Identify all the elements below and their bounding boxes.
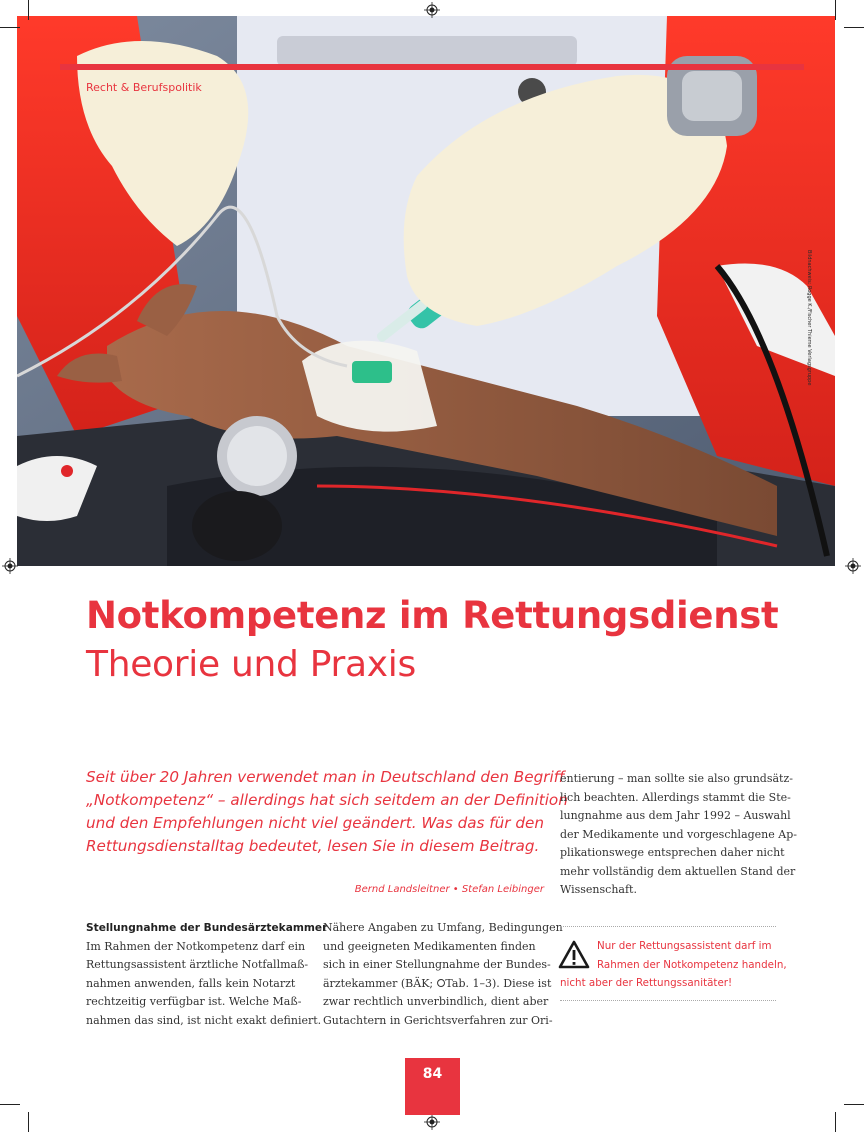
crop-mark <box>28 0 29 20</box>
body-line: nahmen das sind, ist nicht exakt definiert. <box>86 1013 322 1027</box>
article-lead <box>86 766 568 858</box>
body-line: ärztekammer (BÄK; ⭘Tab. 1–3). Diese ist <box>323 976 552 990</box>
body-line: Rettungsassistent ärztliche Notfallmaß- <box>86 958 309 971</box>
note-box <box>560 937 787 993</box>
section-accent-rule <box>60 64 804 70</box>
article-authors: Bernd Landsleitner • Stefan Leibinger <box>354 884 544 895</box>
body-line: sich in einer Stellungnahme der Bundes- <box>323 958 551 971</box>
lead-line: Rettungsdienstalltag bedeutet, lesen Sie in diesem Beitrag. <box>86 837 540 855</box>
body-line: und geeigneten Medikamenten finden <box>323 939 536 953</box>
body-line: Nähere Angaben zu Umfang, Bedingungen <box>323 921 563 934</box>
body-line: Im Rahmen der Notkompetenz darf ein <box>86 939 306 953</box>
body-column-2 <box>323 919 563 1030</box>
crop-mark <box>844 1104 864 1105</box>
header-photo <box>17 16 835 566</box>
crop-mark <box>835 0 836 20</box>
body-line: Wissenschaft. <box>560 883 637 896</box>
note-line: nicht aber der Rettungssanitäter! <box>560 977 733 989</box>
registration-mark-icon <box>424 2 440 18</box>
section-label: Recht & Berufspolitik <box>86 81 202 94</box>
body-line: lungnahme aus dem Jahr 1992 – Auswahl <box>560 809 791 822</box>
body-line: mehr vollständig dem aktuellen Stand der <box>560 864 796 878</box>
note-line: Rahmen der Notkompetenz handeln, <box>597 958 787 971</box>
body-line: plikationswege entsprechen daher nicht <box>560 846 785 859</box>
body-line: der Medikamente und vorgeschlagene Ap- <box>560 827 797 841</box>
iv-access-illustration <box>17 16 835 566</box>
crop-mark <box>0 27 20 28</box>
crop-mark <box>844 27 864 28</box>
note-divider-bottom <box>560 1000 776 1001</box>
crop-mark <box>28 1112 29 1132</box>
article-subtitle: Theorie und Praxis <box>86 644 416 685</box>
lead-line: Seit über 20 Jahren verwendet man in Deutschland den Begriff <box>86 768 565 786</box>
body-column-3 <box>560 770 797 900</box>
body-line: lich beachten. Allerdings stammt die Ste- <box>560 790 791 804</box>
body-line: rechtzeitig verfügbar ist. Welche Maß- <box>86 995 302 1008</box>
lead-line: und den Empfehlungen nicht viel geändert. Was das für den <box>86 814 544 832</box>
crop-mark <box>0 1104 20 1105</box>
registration-mark-icon <box>845 558 861 574</box>
photo-credit: Bildnachweis: Rogge K./Fischer Thieme Verlagsgruppe <box>806 250 812 386</box>
body-column-1 <box>86 919 328 1030</box>
body-line: Gutachtern in Gerichtsverfahren zur Ori- <box>323 1013 553 1027</box>
lead-line: „Notkompetenz“ – allerdings hat sich seitdem an der Definition <box>86 791 568 809</box>
body-line: entierung – man sollte sie also grundsätz- <box>560 772 793 785</box>
body-line: zwar rechtlich unverbindlich, dient aber <box>323 995 549 1008</box>
note-line: Nur der Rettungsassistent darf im <box>597 940 772 952</box>
article-title: Notkompetenz im Rettungsdienst <box>86 594 779 637</box>
page-number: 84 <box>422 1066 443 1082</box>
column-subhead: Stellungnahme der Bundesärztekammer <box>86 922 328 934</box>
registration-mark-icon <box>424 1114 440 1130</box>
body-line: nahmen anwenden, falls kein Notarzt <box>86 976 296 990</box>
registration-mark-icon <box>2 558 18 574</box>
crop-mark <box>835 1112 836 1132</box>
note-divider-top <box>560 926 776 927</box>
